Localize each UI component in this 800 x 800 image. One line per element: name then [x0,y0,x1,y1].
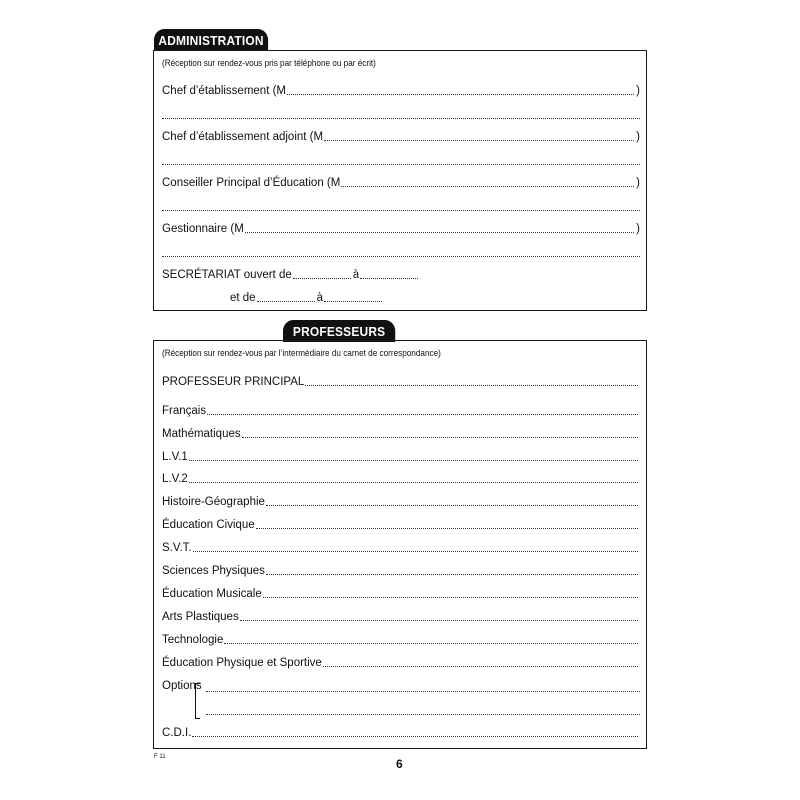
fill-line [224,643,638,644]
subject-field[interactable] [162,450,640,464]
administration-note: (Réception sur rendez-vous pris par téléphone ou par écrit) [162,58,376,69]
subject-label: Histoire-Géographie [162,496,265,508]
fill-line[interactable] [162,210,640,211]
fill-line[interactable] [162,164,640,165]
subject-label: Arts Plastiques [162,611,239,623]
field-label: Chef d’établissement (M [162,85,286,97]
fill-line [360,278,418,279]
field-label: Conseiller Principal d’Éducation (M [162,177,341,189]
cdi-field[interactable] [162,726,640,740]
fill-line [266,574,638,575]
options-label: Options [162,680,202,692]
form-code: F 11 [154,754,166,760]
subject-label: Éducation Civique [162,519,255,531]
fill-line [266,505,638,506]
secretariat-hours[interactable]: SECRÉTARIAT ouvert de à [162,268,420,282]
fill-line [207,414,638,415]
fill-line [189,460,638,461]
fill-line [245,232,634,233]
subject-field[interactable] [162,656,640,670]
fill-line [263,597,638,598]
options-bracket [195,683,200,719]
subject-field[interactable] [162,610,640,624]
subject-label: Éducation Musicale [162,588,262,600]
fill-line [324,140,634,141]
field-label: PROFESSEUR PRINCIPAL [162,376,305,388]
subject-field[interactable] [162,587,640,601]
fill-line [257,301,315,302]
fill-line[interactable] [162,256,640,257]
administration-section [153,50,647,311]
admin-field-chef-adjoint[interactable]: Chef d’établissement adjoint (M ) [162,131,640,143]
field-label: Chef d’établissement adjoint (M [162,131,324,143]
fill-line [341,186,634,187]
option-line-2[interactable] [206,714,640,715]
subject-field[interactable] [162,518,640,532]
page-number: 6 [396,757,403,771]
fill-line [293,278,351,279]
subject-label: Mathématiques [162,428,241,440]
subject-label: L.V.2 [162,473,188,485]
fill-line [192,736,638,737]
subject-field[interactable] [162,564,640,578]
subject-field[interactable] [162,404,640,418]
professeur-principal-field[interactable] [162,375,640,389]
subject-field[interactable] [162,495,640,509]
fill-line [287,94,634,95]
subject-label: Sciences Physiques [162,565,265,577]
fill-line [189,482,638,483]
fill-line [305,385,638,386]
secretariat-hours-2[interactable]: et de à [230,291,384,305]
field-label: Gestionnaire (M [162,223,244,235]
fill-line[interactable] [162,118,640,119]
admin-field-gestionnaire[interactable]: Gestionnaire (M ) [162,223,640,235]
professeurs-note: (Réception sur rendez-vous par l’intermédiaire du carnet de correspondance) [162,348,441,359]
subject-label: L.V.1 [162,451,188,463]
field-label: C.D.I. [162,727,192,739]
subject-field[interactable] [162,541,640,555]
subject-label: Français [162,405,207,417]
subject-label: S.V.T. [162,542,192,554]
subject-field[interactable] [162,427,640,441]
secretariat-label: SECRÉTARIAT ouvert de [162,269,292,281]
professeurs-section [153,340,647,749]
fill-line [240,620,638,621]
fill-line [193,551,638,552]
subject-field[interactable] [162,633,640,647]
option-line-1[interactable] [206,691,640,692]
admin-field-chef[interactable]: Chef d’établissement (M ) [162,85,640,97]
subject-label: Technologie [162,634,224,646]
subject-field[interactable] [162,472,640,486]
professeurs-title: PROFESSEURS [283,320,395,342]
admin-field-cpe[interactable]: Conseiller Principal d’Éducation (M ) [162,177,640,189]
subject-label: Éducation Physique et Sportive [162,657,322,669]
fill-line [324,301,382,302]
fill-line [256,528,638,529]
administration-title: ADMINISTRATION [154,29,268,51]
fill-line [242,437,638,438]
fill-line [323,666,638,667]
